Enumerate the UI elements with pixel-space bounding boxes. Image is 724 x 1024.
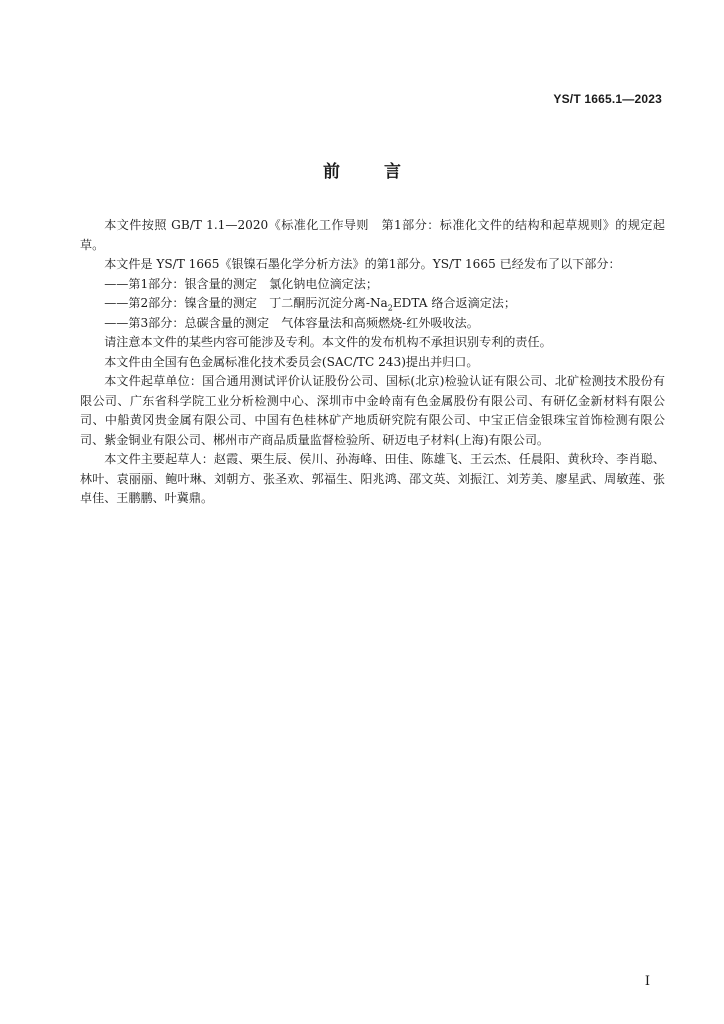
list-item-part1: ——第1部分：银含量的测定 氯化钠电位滴定法； — [104, 276, 378, 291]
list-item-part2-text: ——第2部分：镍含量的测定 丁二酮肟沉淀分离-Na — [104, 296, 388, 310]
page-number: I — [644, 974, 650, 989]
list-item-part2-text-end: EDTA 络合返滴定法； — [392, 296, 516, 310]
page-title: 前 言 — [323, 162, 401, 182]
document-code: YS/T 1665.1—2023 — [553, 92, 662, 106]
document-body — [80, 216, 665, 509]
list-item-part3: ——第3部分：总碳含量的测定 气体容量法和高频燃烧-红外吸收法。 — [104, 315, 479, 330]
paragraph-drafting-units: 本文件起草单位：国合通用测试评价认证股份公司、国标(北京)检验认证有限公司、北矿检测技术股份有限公司、广东省科学院工业分析检测中心、深圳市中金岭南有色金属股份有限公司、有研亿金新材料有限公司、中船黄冈贵金属有限公司、中国有色桂林矿产地质研究院有限公司、中宝正信金银珠宝首饰检测有限公司、紫金铜业有限公司、郴州市产商品质量监督检验所、研迈电子材料(上海)有限公司。 — [80, 374, 665, 447]
paragraph-drafters: 本文件主要起草人：赵霞、栗生辰、侯川、孙海峰、田佳、陈雄飞、王云杰、任晨阳、黄秋玲、李肖聪、林叶、袁丽丽、鲍叶琳、刘朝方、张圣欢、郭福生、阳兆鸿、邵文英、刘振江、刘芳美、廖星武、周敏莲、张卓佳、王鹏鹏、叶冀鼎。 — [80, 452, 665, 505]
paragraph-series-intro: 本文件是 YS/T 1665《银镍石墨化学分析方法》的第1部分。YS/T 1665 已经发布了以下部分： — [104, 257, 621, 271]
subscript-2: 2 — [387, 303, 393, 313]
paragraph-patent-notice: 请注意本文件的某些内容可能涉及专利。本文件的发布机构不承担识别专利的责任。 — [104, 335, 552, 349]
list-item-part2 — [80, 294, 665, 314]
paragraph-drafting-rules: 本文件按照 GB/T 1.1—2020《标准化工作导则 第1部分：标准化文件的结构和起草规则》的规定起草。 — [80, 218, 665, 252]
paragraph-proposer: 本文件由全国有色金属标准化技术委员会(SAC/TC 243)提出并归口。 — [104, 354, 479, 369]
